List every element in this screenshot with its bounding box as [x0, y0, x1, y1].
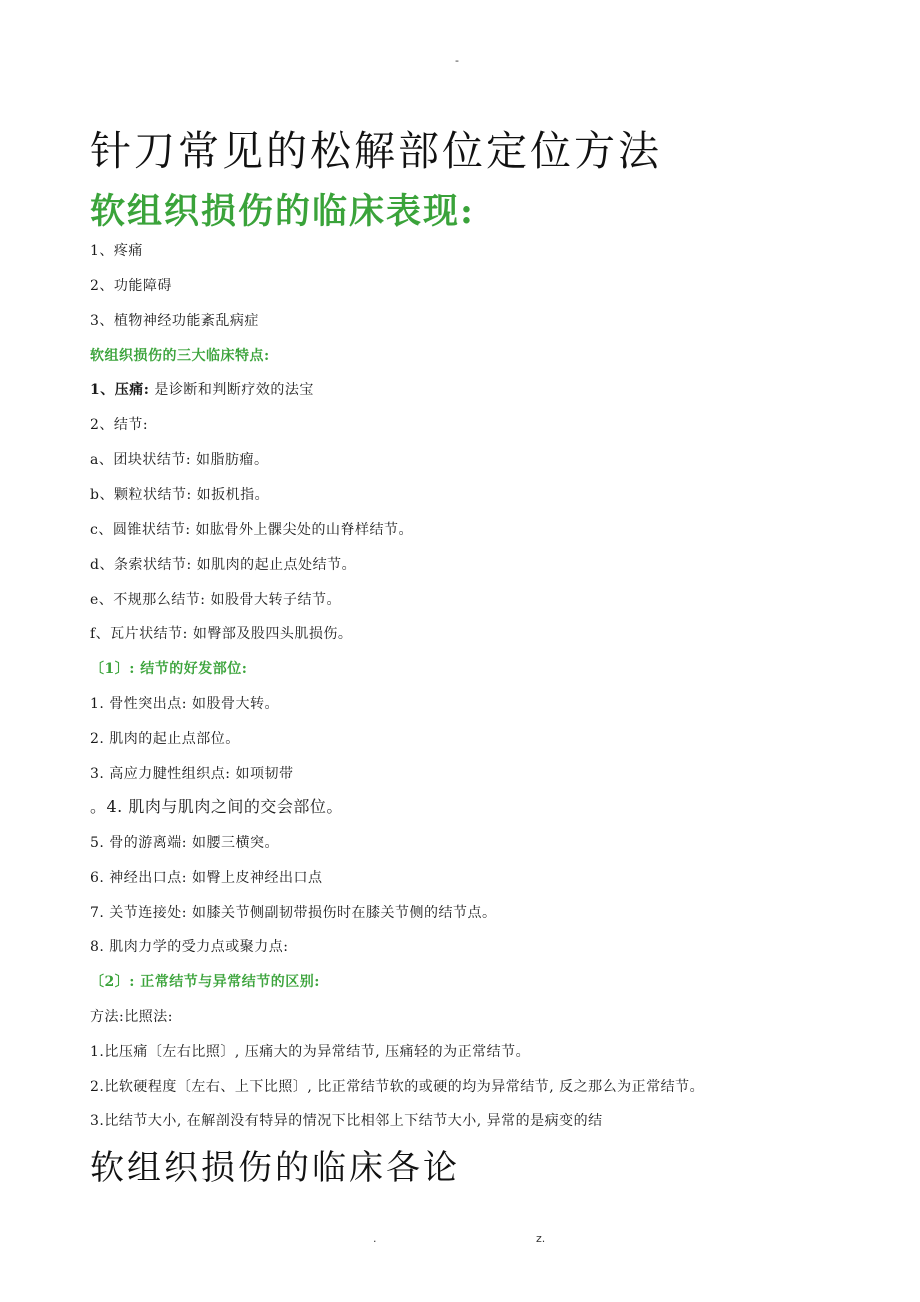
closing-heading: 软组织损伤的临床各论: [90, 1148, 460, 1188]
symptom-item: 1、疼痛: [90, 243, 143, 259]
tenderness-line: [90, 380, 314, 400]
features-heading: 软组织损伤的三大临床特点:: [90, 348, 270, 364]
difference-heading: 〔2〕: 正常结节与异常结节的区别:: [90, 974, 320, 990]
document-title: 针刀常见的松解部位定位方法: [90, 127, 662, 175]
nodule-type-item: b、颗粒状结节: 如扳机指。: [90, 487, 270, 503]
page-header-mark: -: [455, 54, 459, 67]
nodules-heading: 2、结节:: [90, 417, 149, 433]
symptom-item: 2、功能障碍: [90, 278, 172, 294]
nodule-type-item: d、条索状结节: 如肌肉的起止点处结节。: [90, 557, 357, 573]
page-footer-left-mark: .: [373, 1232, 377, 1245]
site-item: 2. 肌肉的起止点部位。: [90, 731, 240, 747]
site-item: 8. 肌肉力学的受力点或聚力点:: [90, 939, 289, 955]
method-item: 2.比软硬程度〔左右、上下比照〕, 比正常结节软的或硬的均为异常结节, 反之那么为正常结节。: [90, 1079, 705, 1095]
method-item: 3.比结节大小, 在解剖没有特异的情况下比相邻上下结节大小, 异常的是病变的结: [90, 1113, 603, 1129]
method-item: 1.比压痛〔左右比照〕, 压痛大的为异常结节, 压痛轻的为正常结节。: [90, 1044, 531, 1060]
nodule-type-item: a、团块状结节: 如脂肪瘤。: [90, 452, 269, 468]
site-item: 6. 神经出口点: 如臀上皮神经出口点: [90, 870, 323, 886]
tenderness-lead: 1、压痛:: [90, 382, 150, 398]
method-label: 方法:比照法:: [90, 1009, 173, 1025]
tenderness-text: 是诊断和判断疗效的法宝: [149, 382, 314, 398]
nodule-type-item: f、瓦片状结节: 如臀部及股四头肌损伤。: [90, 626, 353, 642]
site-item: 。4. 肌肉与肌肉之间的交会部位。: [90, 797, 343, 816]
section-heading-clinical-manifestations: 软组织损伤的临床表现:: [90, 191, 475, 232]
site-item: 1. 骨性突出点: 如股骨大转。: [90, 696, 279, 712]
site-item: 5. 骨的游离端: 如腰三横突。: [90, 835, 279, 851]
site-item: 7. 关节连接处: 如膝关节侧副韧带损伤时在膝关节侧的结节点。: [90, 905, 497, 921]
page-footer-right-mark: z.: [536, 1232, 546, 1245]
nodule-type-item: c、圆锥状结节: 如肱骨外上髁尖处的山脊样结节。: [90, 522, 414, 538]
site-item: 3. 高应力腱性组织点: 如项韧带: [90, 766, 294, 782]
sites-heading: 〔1〕: 结节的好发部位:: [90, 661, 248, 677]
symptom-item: 3、植物神经功能紊乱病症: [90, 313, 259, 329]
nodule-type-item: e、不规那么结节: 如股骨大转子结节。: [90, 592, 341, 608]
